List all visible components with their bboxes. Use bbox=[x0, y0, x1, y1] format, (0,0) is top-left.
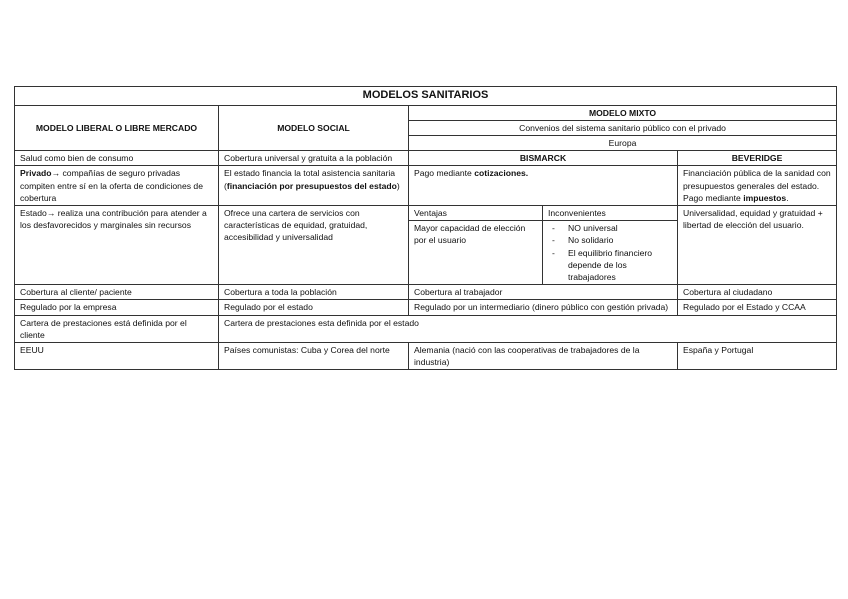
cell-liberal-privado bbox=[15, 166, 219, 206]
cell-bismarck-pago bbox=[409, 166, 678, 206]
beveridge-financiacion-end: . bbox=[786, 192, 789, 203]
beveridge-financiacion-text: Financiación pública de la sanidad con presupuestos generales del estado. Pago mediante bbox=[683, 168, 831, 203]
inconvenientes-list bbox=[548, 222, 672, 283]
bismarck-pago-text: Pago mediante bbox=[414, 168, 475, 179]
table-row bbox=[15, 315, 837, 342]
bismarck-pago-bold: cotizaciones. bbox=[474, 168, 529, 179]
cell-beveridge-espana: España y Portugal bbox=[678, 343, 837, 370]
cell-social-poblacion: Cobertura a toda la población bbox=[219, 285, 409, 300]
cell-ventaja-eleccion: Mayor capacidad de elección por el usuario bbox=[409, 221, 543, 285]
cell-ventajas-label: Ventajas bbox=[409, 206, 543, 221]
cell-bismarck-trabajador: Cobertura al trabajador bbox=[409, 285, 678, 300]
cell-beveridge-universalidad: Universalidad, equidad y gratuidad + libertad de elección del usuario. bbox=[678, 206, 837, 285]
social-financia-bold: financiación por presupuestos del estado bbox=[226, 180, 397, 191]
cell-social-estado: Regulado por el estado bbox=[219, 300, 409, 315]
header-liberal: MODELO LIBERAL O LIBRE MERCADO bbox=[15, 105, 219, 151]
table-row bbox=[15, 151, 837, 166]
social-financia-close: ) bbox=[396, 180, 400, 191]
cell-social-paises: Países comunistas: Cuba y Corea del norte bbox=[219, 343, 409, 370]
table-row bbox=[15, 206, 837, 221]
cell-inconvenientes-label: Inconvenientes bbox=[543, 206, 678, 221]
cell-liberal-eeuu: EEUU bbox=[15, 343, 219, 370]
header-europa: Europa bbox=[409, 136, 837, 151]
list-item: - El equilibrio financiero depende de los trabajadores bbox=[548, 247, 672, 284]
cell-liberal-consumo: Salud como bien de consumo bbox=[15, 151, 219, 166]
modelos-sanitarios-table bbox=[14, 86, 837, 370]
cell-liberal-estado: Estado→ realiza una contribución para atender a los desfavorecidos y marginales sin recursos bbox=[15, 206, 219, 285]
header-social: MODELO SOCIAL bbox=[219, 105, 409, 151]
cell-liberal-cartera-cliente: Cartera de prestaciones está definida por el cliente bbox=[15, 315, 219, 342]
cell-social-financia bbox=[219, 166, 409, 206]
table-row bbox=[15, 166, 837, 206]
table-title: MODELOS SANITARIOS bbox=[15, 87, 837, 106]
list-item: - NO universal bbox=[548, 222, 672, 234]
table-row bbox=[15, 285, 837, 300]
cell-bismarck-alemania: Alemania (nació con las cooperativas de trabajadores de la industria) bbox=[409, 343, 678, 370]
header-mixto: MODELO MIXTO bbox=[409, 105, 837, 120]
table-row bbox=[15, 300, 837, 315]
cell-beveridge-ciudadano: Cobertura al ciudadano bbox=[678, 285, 837, 300]
cell-social-cobertura: Cobertura universal y gratuita a la población bbox=[219, 151, 409, 166]
header-beveridge: BEVERIDGE bbox=[678, 151, 837, 166]
cell-bismarck-intermediario: Regulado por un intermediario (dinero público con gestión privada) bbox=[409, 300, 678, 315]
cell-inconvenientes-list bbox=[543, 221, 678, 285]
cell-liberal-cliente: Cobertura al cliente/ paciente bbox=[15, 285, 219, 300]
beveridge-financiacion-bold: impuestos bbox=[743, 192, 787, 203]
table-row bbox=[15, 343, 837, 370]
cell-beveridge-financiacion bbox=[678, 166, 837, 206]
header-row bbox=[15, 105, 837, 120]
privado-label: Privado bbox=[20, 168, 52, 179]
social-financia-text: El estado financia la total asistencia sanitaria ( bbox=[224, 168, 396, 191]
cell-liberal-empresa: Regulado por la empresa bbox=[15, 300, 219, 315]
title-row bbox=[15, 87, 837, 106]
cell-beveridge-ccaa: Regulado por el Estado y CCAA bbox=[678, 300, 837, 315]
header-bismarck: BISMARCK bbox=[409, 151, 678, 166]
list-item: - No solidario bbox=[548, 234, 672, 246]
cell-social-cartera: Ofrece una cartera de servicios con características de equidad, gratuidad, accesibilidad y universalidad bbox=[219, 206, 409, 285]
header-mixto-sub: Convenios del sistema sanitario público con el privado bbox=[409, 120, 837, 135]
cell-cartera-estado: Cartera de prestaciones esta definida por el estado bbox=[219, 315, 837, 342]
privado-text: → compañías de seguro privadas compiten entre sí en la oferta de condiciones de cobertura bbox=[20, 168, 203, 203]
